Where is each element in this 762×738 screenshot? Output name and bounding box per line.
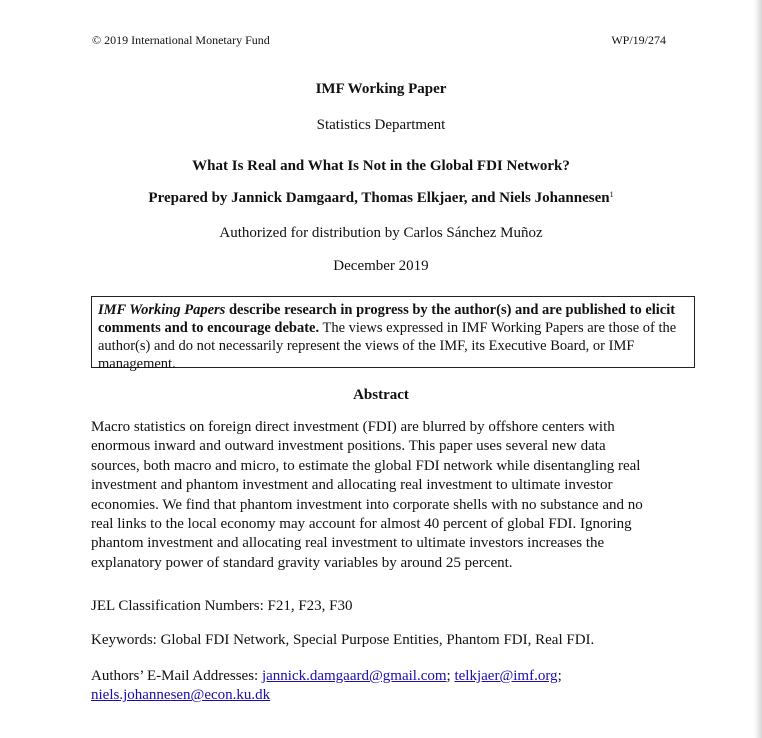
disclaimer-series-name: IMF Working Papers — [98, 302, 226, 318]
abstract-line: investment and phantom investment and allocating real investment to ultimate investor — [91, 477, 613, 494]
disclaimer-text: The views expressed in IMF Working Papers are those of the author(s) and do not necessarily represent the views of the IMF, its Executive Board, or IMF management. — [98, 320, 677, 372]
paper-title: What Is Real and What Is Not in the Global FDI Network? — [192, 158, 570, 174]
abstract-body — [91, 418, 673, 573]
page-edge-shadow — [754, 0, 762, 738]
abstract-line: enormous inward and outward investment positions. This paper uses several new data — [91, 438, 606, 455]
authors-line — [0, 190, 762, 207]
email-link-elkjaer[interactable]: telkjaer@imf.org — [454, 668, 558, 684]
abstract-heading: Abstract — [353, 387, 409, 403]
copyright-notice: © 2019 International Monetary Fund — [92, 33, 270, 47]
footnote-marker[interactable]: 1 — [609, 190, 614, 199]
email-separator: ; — [557, 668, 562, 684]
abstract-line: real links to the local economy may account for almost 40 percent of global FDI. Ignoring — [91, 516, 632, 533]
abstract-line: explanatory power of standard gravity variables by around 25 percent. — [91, 554, 513, 571]
email-separator: ; — [446, 668, 455, 684]
disclaimer-box — [91, 296, 695, 372]
authorized-by: Authorized for distribution by Carlos Sánchez Muñoz — [219, 225, 543, 241]
author-emails — [91, 667, 562, 706]
authors: Prepared by Jannick Damgaard, Thomas Elkjaer, and Niels Johannesen — [148, 190, 610, 206]
abstract-line: Macro statistics on foreign direct investment (FDI) are blurred by offshore centers with — [91, 419, 615, 435]
publication-date: December 2019 — [333, 258, 429, 274]
email-link-damgaard[interactable]: jannick.damgaard@gmail.com — [261, 668, 447, 684]
paper-number: WP/19/274 — [611, 33, 666, 47]
keywords: Keywords: Global FDI Network, Special Purpose Entities, Phantom FDI, Real FDI. — [91, 632, 595, 648]
email-link-johannesen[interactable]: niels.johannesen@econ.ku.dk — [91, 687, 271, 704]
abstract-line: economies. We find that phantom investment into corporate shells with no substance and no — [91, 496, 643, 513]
abstract-line: phantom investment and allocating real investment to ultimate investors increases the — [91, 535, 605, 552]
abstract-line: sources, both macro and micro, to estimate the global FDI network while disentangling real — [91, 457, 641, 474]
series-title: IMF Working Paper — [315, 81, 447, 97]
disclaimer-bold-text: describe research in progress by the author(s) and are published to elicit comments and to encourage debate. — [98, 302, 676, 336]
department: Statistics Department — [316, 117, 446, 133]
emails-label: Authors’ E-Mail Addresses: — [91, 668, 262, 684]
jel-classification: JEL Classification Numbers: F21, F23, F30 — [91, 598, 353, 614]
